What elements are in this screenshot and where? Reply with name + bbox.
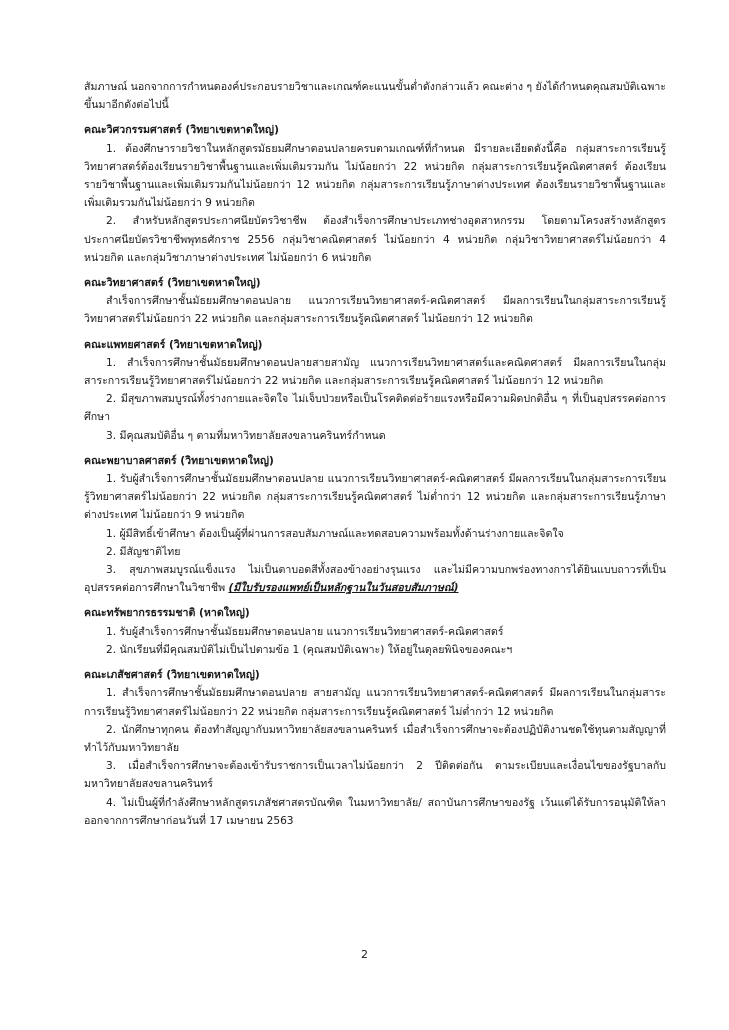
list-item: 1. ต้องศึกษารายวิชาในหลักสูตรมัธยมศึกษาตอนปลายครบตามเกณฑ์ที่กำหนด มีรายละเอียดดังนี้คือ กลุ่มสาระการเรียนรู้วิทยาศาสตร์ต้องเรียนรายวิชาพื้นฐานและเพิ่มเติมรวมกัน ไม่น้อยกว่า 22 หน่วยกิต กลุ่มสาระการเรียนรู้คณิตศาสตร์ ต้องเรียนรายวิชาพื้นฐานและเพิ่มเติมรวมกันไม่น้อยกว่า 12 หน่วยกิต กลุ่มสาระการเรียนรู้ภาษาต่างประเทศ ต้องเรียนรายวิชาพื้นฐานและเพิ่มเติมรวมกันไม่น้อยกว่า 9 หน่วยกิต bbox=[84, 142, 666, 210]
page-number: 2 bbox=[361, 948, 368, 961]
section-natural-resources bbox=[84, 604, 666, 659]
section-title: คณะวิศวกรรมศาสตร์ (วิทยาเขตหาดใหญ่) bbox=[84, 124, 279, 137]
list-item: 2. นักศึกษาทุกคน ต้องทำสัญญากับมหาวิทยาลัยสงขลานครินทร์ เมื่อสำเร็จการศึกษาจะต้องปฏิบัติงานชดใช้ทุนตามสัญญาที่ทำไว้กับมหาวิทยาลัย bbox=[84, 723, 666, 754]
section-engineering bbox=[84, 121, 666, 267]
list-item: 1. รับผู้สำเร็จการศึกษาชั้นมัธยมศึกษาตอนปลาย แนวการเรียนวิทยาศาสตร์-คณิตศาสตร์ มีผลการเรียนในกลุ่มสาระการเรียนรู้วิทยาศาสตร์ไม่น้อยกว่า 22 หน่วยกิต กลุ่มสาระการเรียนรู้คณิตศาสตร์ ไม่ต่ำกว่า 12 หน่วยกิต และกลุ่มสาระการเรียนรู้ภาษาต่างประเทศ ไม่น้อยกว่า 9 หน่วยกิต bbox=[84, 473, 666, 522]
list-item: 2. มีสุขภาพสมบูรณ์ทั้งร่างกายและจิตใจ ไม่เจ็บป่วยหรือเป็นโรคติดต่อร้ายแรงหรือมีความผิดปกติอื่น ๆ ที่เป็นอุปสรรคต่อการศึกษา bbox=[84, 393, 666, 424]
section-science bbox=[84, 274, 666, 329]
list-item: 2. สำหรับหลักสูตรประกาศนียบัตรวิชาชีพ ต้องสำเร็จการศึกษาประเภทช่างอุตสาหกรรม โดยตามโครงสร้างหลักสูตรประกาศนียบัตรวิชาชีพพุทธศักราช 2556 กลุ่มวิชาคณิตศาสตร์ ไม่น้อยกว่า 4 หน่วยกิต กลุ่มวิชาวิทยาศาสตร์ไม่น้อยกว่า 4 หน่วยกิต และกลุ่มวิชาภาษาต่างประเทศ ไม่น้อยกว่า 6 หน่วยกิต bbox=[84, 215, 666, 264]
list-item: 1. สำเร็จการศึกษาชั้นมัธยมศึกษาตอนปลายสายสามัญ แนวการเรียนวิทยาศาสตร์และคณิตศาสตร์ มีผลการเรียนในกลุ่มสาระการเรียนรู้วิทยาศาสตร์ไม่น้อยกว่า 22 หน่วยกิต และกลุ่มสาระการเรียนรู้คณิตศาสตร์ ไม่น้อยกว่า 12 หน่วยกิต bbox=[84, 356, 667, 388]
section-nursing bbox=[84, 452, 666, 598]
list-item-text: 3. สุขภาพสมบูรณ์แข็งแรง ไม่เป็นตาบอดสีทั้งสองข้างอย่างรุนแรง และไม่มีความบกพร่องทางการได้ยินแบบถาวรที่เป็นอุปสรรคต่อการศึกษาในวิชาชีพ bbox=[84, 564, 666, 595]
section-title: คณะวิทยาศาสตร์ (วิทยาเขตหาดใหญ่) bbox=[84, 277, 261, 290]
section-title: คณะทรัพยากรธรรมชาติ (หาดใหญ่) bbox=[84, 607, 250, 620]
list-item: 2. นักเรียนที่มีคุณสมบัติไม่เป็นไปตามข้อ 1 (คุณสมบัติเฉพาะ) ให้อยู่ในดุลยพินิจของคณะฯ bbox=[106, 643, 513, 656]
section-title: คณะพยาบาลศาสตร์ (วิทยาเขตหาดใหญ่) bbox=[84, 454, 274, 467]
section-title: คณะเภสัชศาสตร์ (วิทยาเขตหาดใหญ่) bbox=[84, 669, 260, 682]
section-medicine bbox=[84, 336, 666, 445]
section-title: คณะแพทยศาสตร์ (วิทยาเขตหาดใหญ่) bbox=[84, 338, 263, 351]
list-item: 4. ไม่เป็นผู้ที่กำลังศึกษาหลักสูตรเภสัชศาสตรบัณฑิต ในมหาวิทยาลัย/ สถาบันการศึกษาของรัฐ เว้นแต่ได้รับการอนุมัติให้ลาออกจากการศึกษาก่อนวันที่ 17 เมษายน 2563 bbox=[84, 796, 666, 827]
list-item: 1. รับผู้สำเร็จการศึกษาชั้นมัธยมศึกษาตอนปลาย แนวการเรียนวิทยาศาสตร์-คณิตศาสตร์ bbox=[106, 625, 504, 638]
list-item: 1. ผู้มีสิทธิ์เข้าศึกษา ต้องเป็นผู้ที่ผ่านการสอบสัมภาษณ์และทดสอบความพร้อมทั้งด้านร่างกายและจิตใจ bbox=[106, 527, 564, 540]
page-content bbox=[84, 78, 666, 830]
intro-paragraph: สัมภาษณ์ นอกจากการกำหนดองค์ประกอบรายวิชาและเกณฑ์คะแนนขั้นต่ำดังกล่าวแล้ว คณะต่าง ๆ ยังได้กำหนดคุณสมบัติเฉพาะขึ้นมาอีกดังต่อไปนี้ bbox=[84, 81, 666, 112]
list-item: 2. มีสัญชาติไทย bbox=[106, 545, 181, 558]
list-item bbox=[84, 561, 666, 597]
list-item: 3. เมื่อสำเร็จการศึกษาจะต้องเข้ารับราชการเป็นเวลาไม่น้อยกว่า 2 ปีติดต่อกัน ตามระเบียบและเงื่อนไขของรัฐบาลกับมหาวิทยาลัยสงขลานครินทร์ bbox=[84, 760, 666, 791]
list-item: 1. สำเร็จการศึกษาชั้นมัธยมศึกษาตอนปลาย สายสามัญ แนวการเรียนวิทยาศาสตร์-คณิตศาสตร์ มีผลการเรียนในกลุ่มสาระการเรียนรู้วิทยาศาสตร์ไม่น้อยกว่า 22 หน่วยกิต กลุ่มสาระการเรียนรู้คณิตศาสตร์ ไม่ต่ำกว่า 12 หน่วยกิต bbox=[84, 687, 666, 718]
medical-certificate-note: (มีใบรับรองแพทย์เป็นหลักฐานในวันสอบสัมภาษณ์) bbox=[228, 582, 459, 595]
section-pharmacy bbox=[84, 666, 666, 830]
list-item: สำเร็จการศึกษาชั้นมัธยมศึกษาตอนปลาย แนวการเรียนวิทยาศาสตร์-คณิตศาสตร์ มีผลการเรียนในกลุ่มสาระการเรียนรู้วิทยาศาสตร์ไม่น้อยกว่า 22 หน่วยกิต และกลุ่มสาระการเรียนรู้คณิตศาสตร์ ไม่น้อยกว่า 12 หน่วยกิต bbox=[84, 295, 666, 326]
list-item: 3. มีคุณสมบัติอื่น ๆ ตามที่มหาวิทยาลัยสงขลานครินทร์กำหนด bbox=[106, 429, 386, 442]
